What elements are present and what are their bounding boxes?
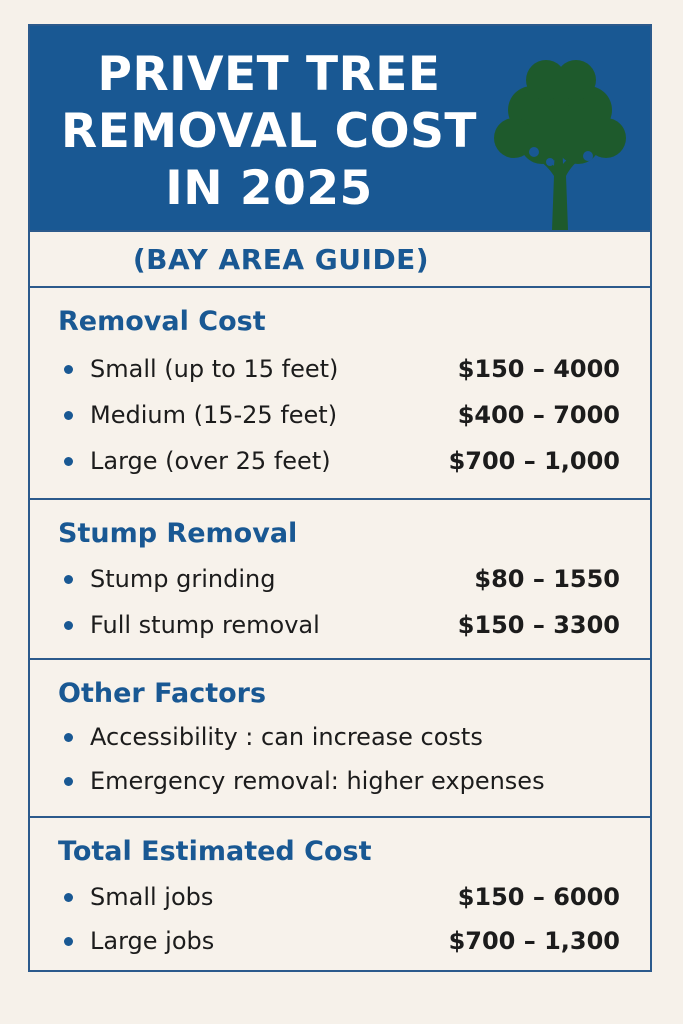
- title-line: PRIVET TREE: [97, 47, 441, 102]
- bullet-icon: [64, 733, 73, 742]
- subtitle-row: [30, 230, 650, 288]
- item-label: Medium (15-25 feet): [90, 401, 338, 429]
- page-title: [44, 46, 494, 217]
- infographic-card: [28, 24, 652, 972]
- bullet-icon: [64, 365, 73, 374]
- list-item: [58, 608, 620, 642]
- item-label: Small jobs: [90, 883, 214, 911]
- bullet-icon: [64, 893, 73, 902]
- list-item: [58, 444, 620, 478]
- title-line: REMOVAL COST: [61, 104, 477, 159]
- item-label: Small (up to 15 feet): [90, 355, 339, 383]
- section-removal-cost: [30, 288, 650, 500]
- list-item: [58, 924, 620, 958]
- bullet-icon: [64, 457, 73, 466]
- item-price: $150 – 4000: [457, 355, 620, 383]
- item-label: Large jobs: [90, 927, 215, 955]
- list-item: [58, 764, 620, 798]
- list-item: [58, 352, 620, 386]
- title-banner: [30, 26, 650, 230]
- page-subtitle: (BAY AREA GUIDE): [132, 243, 430, 276]
- list-item: [58, 880, 620, 914]
- item-price: $150 – 6000: [457, 883, 620, 911]
- tree-icon: [490, 52, 630, 230]
- item-price: $700 – 1,000: [448, 447, 620, 475]
- item-price: $150 – 3300: [457, 611, 620, 639]
- section-heading: Total Estimated Cost: [58, 836, 372, 867]
- item-label: Accessibility : can increase costs: [90, 723, 483, 751]
- item-label: Full stump removal: [90, 611, 320, 639]
- item-label: Stump grinding: [90, 565, 276, 593]
- section-heading: Other Factors: [58, 678, 267, 709]
- bullet-icon: [64, 777, 73, 786]
- item-price: $700 – 1,300: [448, 927, 620, 955]
- list-item: [58, 562, 620, 596]
- section-heading: Removal Cost: [58, 306, 266, 337]
- section-heading: Stump Removal: [58, 518, 298, 549]
- bullet-icon: [64, 411, 73, 420]
- item-label: Large (over 25 feet): [90, 447, 331, 475]
- list-item: [58, 720, 620, 754]
- bullet-icon: [64, 937, 73, 946]
- item-label: Emergency removal: higher expenses: [90, 767, 545, 795]
- title-line: IN 2025: [165, 161, 373, 216]
- list-item: [58, 398, 620, 432]
- section-stump-removal: [30, 500, 650, 660]
- section-other-factors: [30, 660, 650, 818]
- section-total-estimated-cost: [30, 818, 650, 970]
- bullet-icon: [64, 575, 73, 584]
- item-price: $400 – 7000: [457, 401, 620, 429]
- bullet-icon: [64, 621, 73, 630]
- item-price: $80 – 1550: [474, 565, 620, 593]
